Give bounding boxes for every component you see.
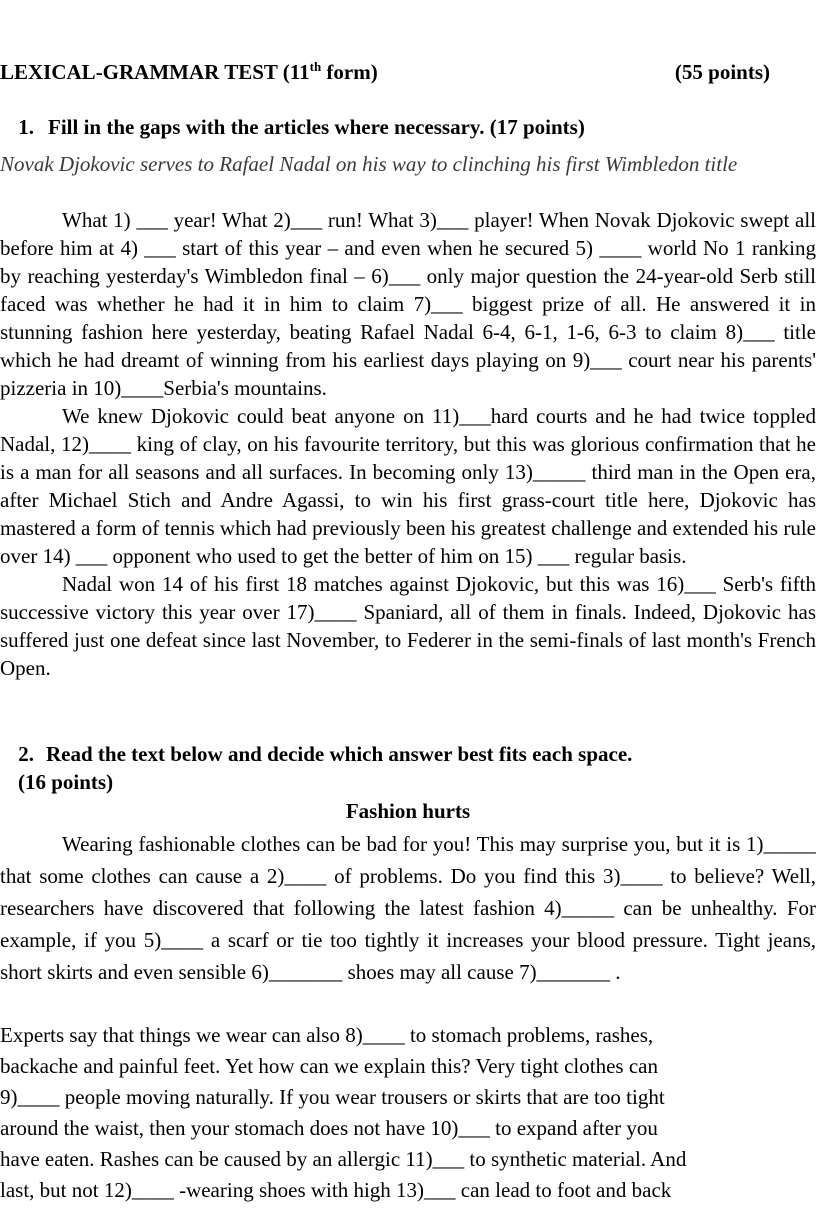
task-1-text: Fill in the gaps with the articles where necessary. (17 points) bbox=[48, 115, 585, 139]
test-header bbox=[0, 58, 770, 86]
task-2-passage-title: Fashion hurts bbox=[345, 799, 471, 823]
task-2-paragraph: Wearing fashionable clothes can be bad for you! This may surprise you, but it is 1)_____ that some clothes can cause a 2)____ of problems. Do you find this 3)____ to believe? Well, researchers have discovered that following the latest fashion 4)_____ can be unhealthy. For example, if you 5)____ a scarf or tie too tightly it increases your blood pressure. Tight jeans, short skirts and even sensible 6)_______ shoes may all cause 7)_______ . bbox=[0, 832, 816, 984]
task-2-passage-part-1 bbox=[0, 828, 816, 988]
task-1-passage bbox=[0, 206, 816, 682]
task-1-paragraph: What 1) ___ year! What 2)___ run! What 3)___ player! When Novak Djokovic swept all before him at 4) ___ start of this year – and even when he secured 5) ____ world No 1 ranking by reaching yesterday's Wimbledon final – 6)___ only major question the 24-year-old Serb still faced was whether he had it in him to claim 7)___ biggest prize of all. He answered it in stunning fashion here yesterday, beating Rafael Nadal 6-4, 6-1, 1-6, 6-3 to claim 8)___ title which he had dreamt of winning from his earliest days playing on 9)___ court near his parents' pizzeria in 10)____Serbia's mountains. bbox=[0, 208, 816, 400]
task-2-line: have eaten. Rashes can be caused by an allergic 11)___ to synthetic material. And bbox=[0, 1147, 687, 1171]
task-2-instruction bbox=[0, 740, 816, 796]
task-1-number: 1. bbox=[18, 115, 34, 139]
test-total-points: (55 points) bbox=[674, 60, 770, 84]
task-2-points: (16 points) bbox=[18, 770, 114, 794]
task-1-article-subtitle: Novak Djokovic serves to Rafael Nadal on his way to clinching his first Wimbledon title bbox=[0, 152, 738, 176]
task-1-instruction bbox=[0, 113, 816, 141]
task-2-line: around the waist, then your stomach does not have 10)___ to expand after you bbox=[0, 1116, 658, 1140]
task-2-line: Experts say that things we wear can also 8)____ to stomach problems, rashes, bbox=[0, 1023, 654, 1047]
test-title: LEXICAL-GRAMMAR TEST (11th form) bbox=[0, 59, 378, 84]
task-2-line: backache and painful feet. Yet how can we explain this? Very tight clothes can bbox=[0, 1054, 658, 1078]
task-1-paragraph: Nadal won 14 of his first 18 matches against Djokovic, but this was 16)___ Serb's fifth successive victory this year over 17)____ Spaniard, all of them in finals. Indeed, Djokovic has suffered just one defeat since last November, to Federer in the semi-finals of last month's French Open. bbox=[0, 572, 816, 680]
task-2-line: 9)____ people moving naturally. If you wear trousers or skirts that are too tight bbox=[0, 1085, 665, 1109]
task-2-text: Read the text below and decide which answer best fits each space. bbox=[46, 742, 633, 766]
task-1-paragraph: We knew Djokovic could beat anyone on 11)___hard courts and he had twice toppled Nadal, 12)____ king of clay, on his favourite territory, but this was glorious confirmation that he is a man for all seasons and all surfaces. In becoming only 13)_____ third man in the Open era, after Michael Stich and Andre Agassi, to win his first grass-court title here, Djokovic has mastered a form of tennis which had previously been his greatest challenge and extended his rule over 14) ___ opponent who used to get the better of him on 15) ___ regular basis. bbox=[0, 404, 816, 568]
task-2-line: last, but not 12)____ -wearing shoes with high 13)___ can lead to foot and back bbox=[0, 1178, 672, 1202]
task-2-number: 2. bbox=[18, 742, 34, 766]
task-2-passage-part-2 bbox=[0, 1020, 816, 1206]
